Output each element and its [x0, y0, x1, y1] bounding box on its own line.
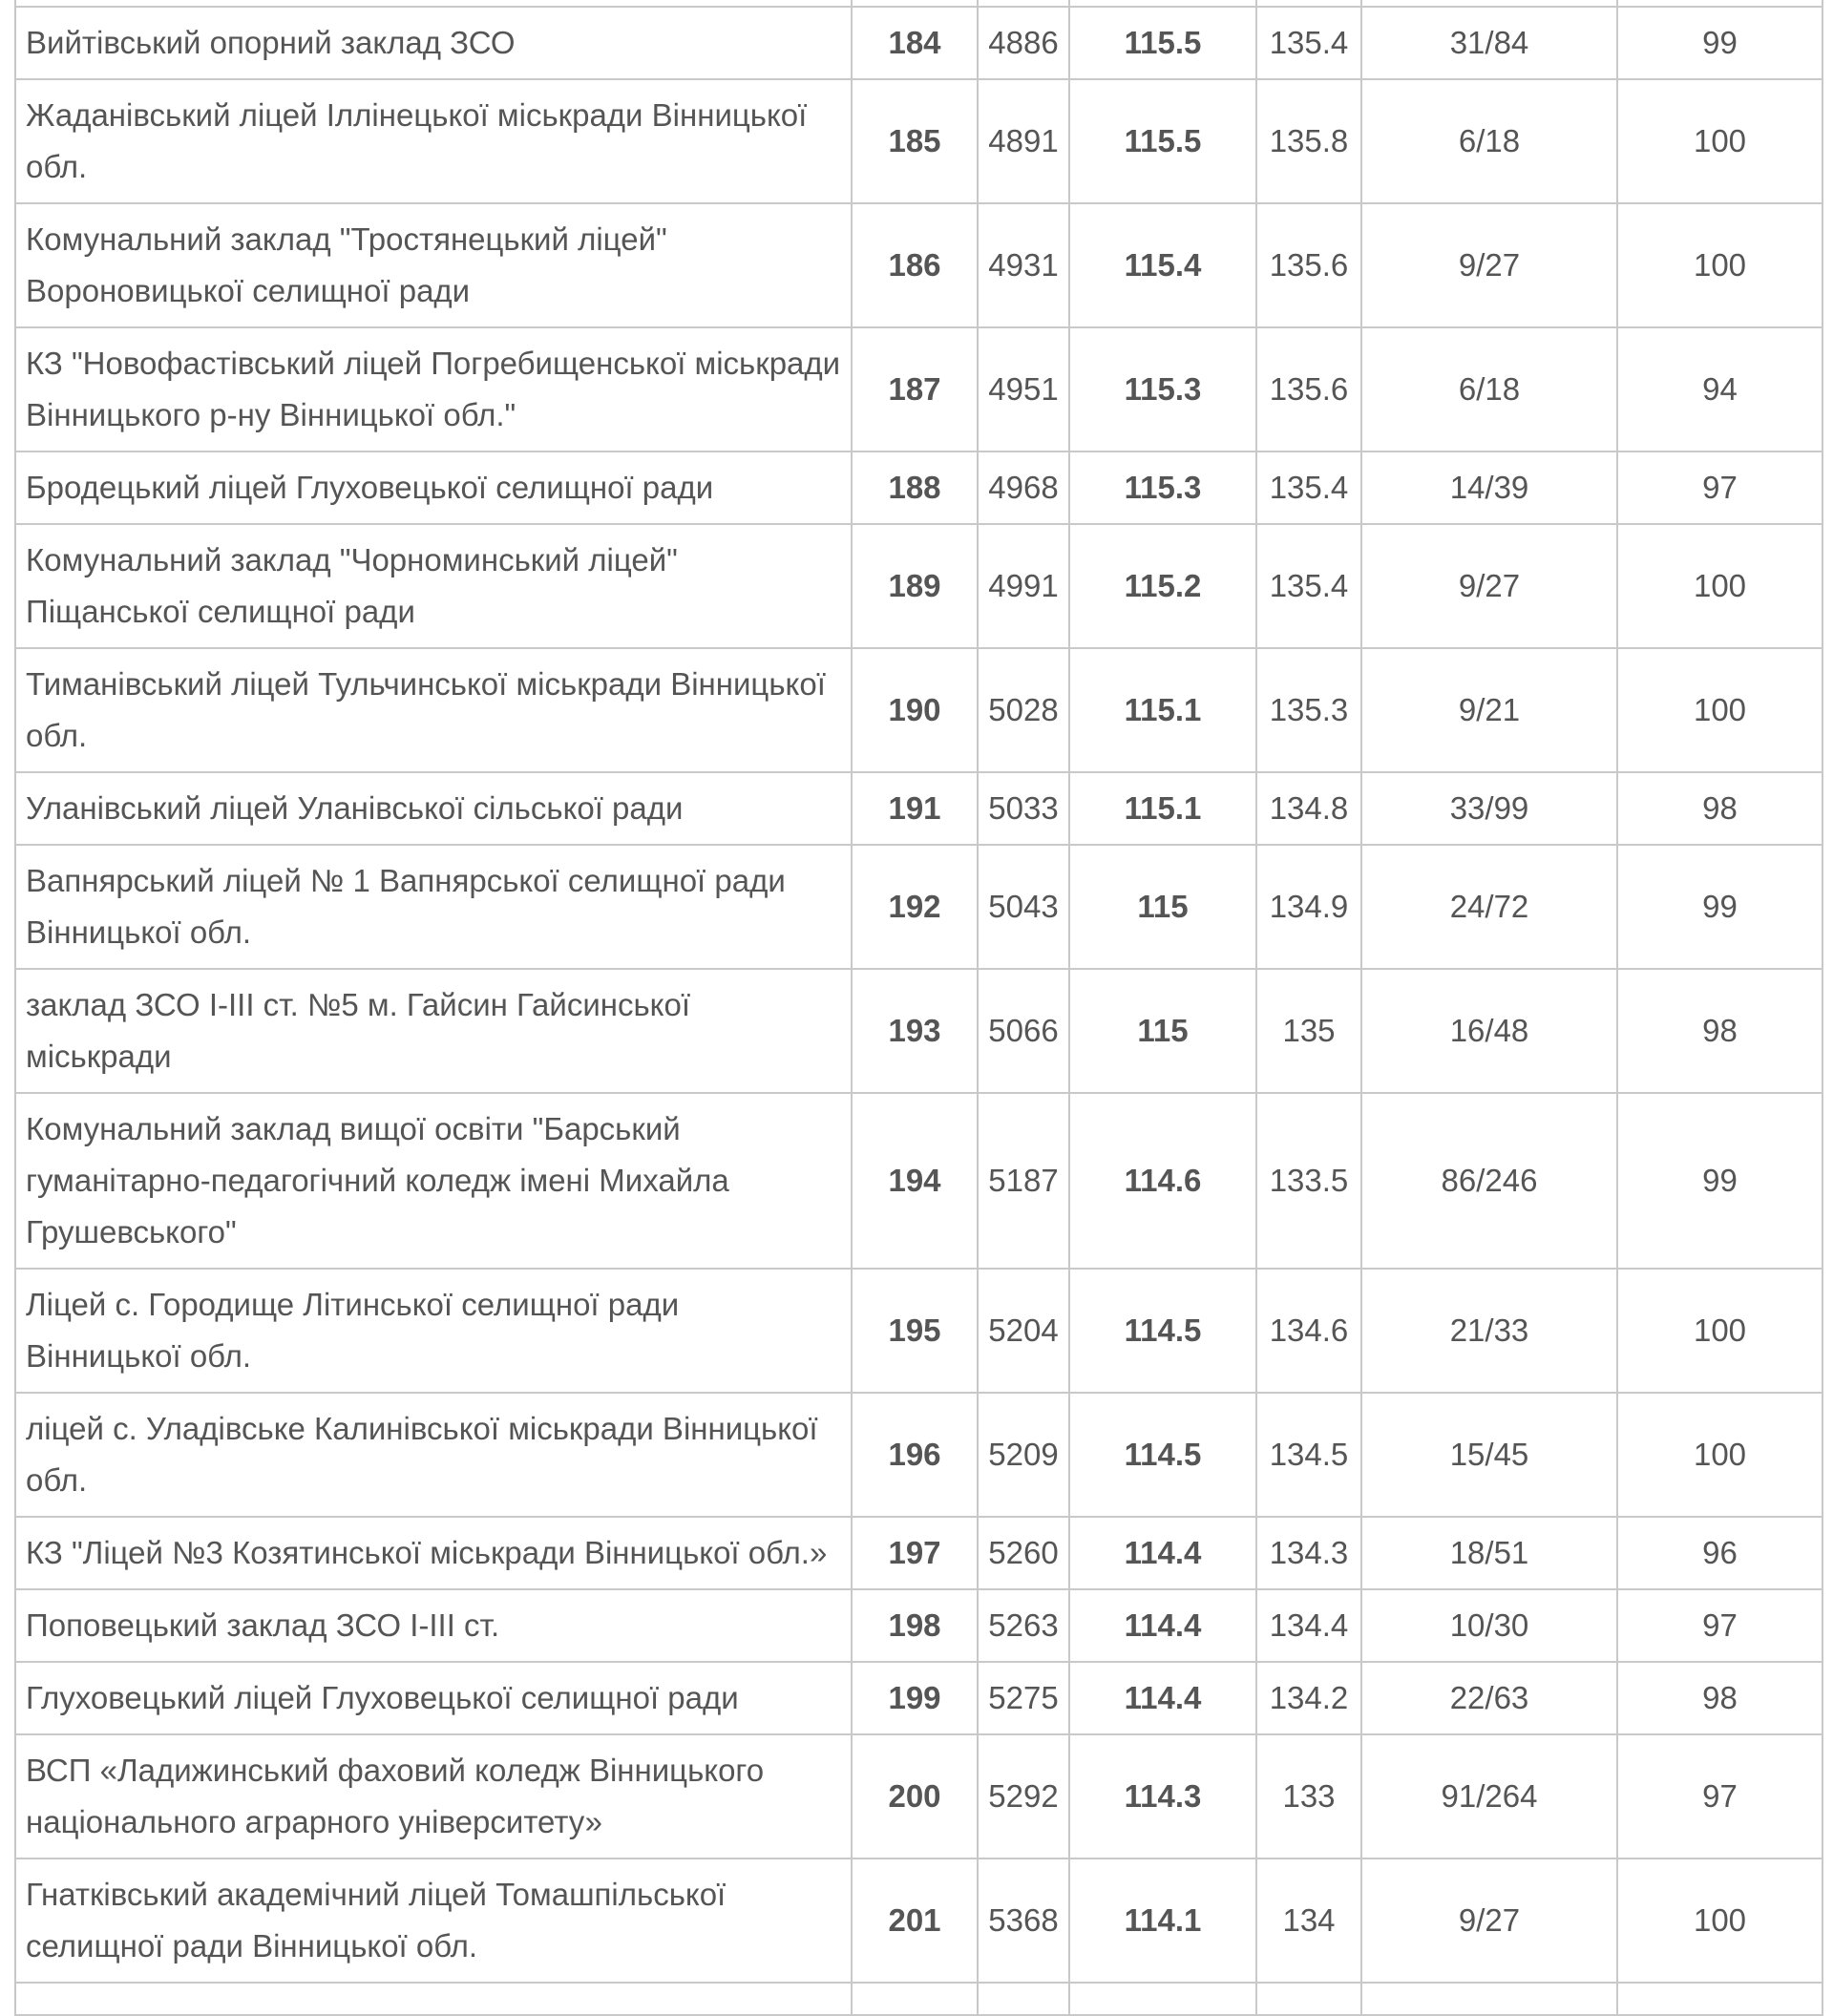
average-cell: 135.4 — [1256, 524, 1361, 648]
score-cell: 115.5 — [1069, 79, 1256, 203]
place-cell: 5187 — [978, 1093, 1069, 1269]
score-cell: 114.4 — [1069, 1517, 1256, 1589]
ratio-cell: 16/48 — [1361, 969, 1617, 1093]
score-cell: 115 — [1069, 969, 1256, 1093]
place-cell: 5033 — [978, 772, 1069, 845]
score-cell: 115.5 — [1069, 7, 1256, 79]
score-cell: 114.5 — [1069, 1269, 1256, 1393]
ratio-cell: 33/99 — [1361, 772, 1617, 845]
rank-cell: 198 — [852, 1589, 978, 1662]
table-row — [15, 1269, 1822, 1393]
table-row — [15, 845, 1822, 969]
score-cell: 115.4 — [1069, 203, 1256, 327]
rank-cell: 191 — [852, 772, 978, 845]
table-row — [15, 7, 1822, 79]
average-cell: 134.8 — [1256, 772, 1361, 845]
ratio-cell: 10/30 — [1361, 1589, 1617, 1662]
rank-cell: 199 — [852, 1662, 978, 1734]
average-cell: 134.5 — [1256, 1393, 1361, 1517]
place-cell: 5292 — [978, 1734, 1069, 1858]
ratio-cell: 31/84 — [1361, 7, 1617, 79]
ranking-table — [14, 0, 1823, 2016]
place-cell: 5028 — [978, 648, 1069, 772]
percent-cell: 100 — [1617, 1393, 1822, 1517]
percent-cell: 98 — [1617, 969, 1822, 1093]
table-row — [15, 524, 1822, 648]
ratio-cell: 86/246 — [1361, 1093, 1617, 1269]
ratio-cell: 9/27 — [1361, 203, 1617, 327]
table-row — [15, 79, 1822, 203]
rank-cell: 192 — [852, 845, 978, 969]
average-cell: 133 — [1256, 1734, 1361, 1858]
percent-cell: 96 — [1617, 1517, 1822, 1589]
place-cell: 4886 — [978, 7, 1069, 79]
school-name-cell: Комунальний заклад "Чорноминський ліцей" Піщанської селищної ради — [15, 524, 852, 648]
ratio-cell: 21/33 — [1361, 1269, 1617, 1393]
school-name-cell: Поповецький заклад ЗСО І-ІІІ ст. — [15, 1589, 852, 1662]
percent-cell: 99 — [1617, 1093, 1822, 1269]
ratio-cell: 15/45 — [1361, 1393, 1617, 1517]
school-name-cell: ліцей с. Уладівське Калинівської міськради Вінницької обл. — [15, 1393, 852, 1517]
table-row — [15, 1858, 1822, 1983]
table-row — [15, 1589, 1822, 1662]
school-name-cell: Комунальний заклад "Тростянецький ліцей" Вороновицької селищної ради — [15, 203, 852, 327]
ranking-table-wrapper — [14, 0, 1822, 2016]
percent-cell: 100 — [1617, 1269, 1822, 1393]
percent-cell: 98 — [1617, 772, 1822, 845]
ratio-cell: 9/21 — [1361, 648, 1617, 772]
percent-cell: 100 — [1617, 203, 1822, 327]
school-name-cell: Тиманівський ліцей Тульчинської міськради Вінницької обл. — [15, 648, 852, 772]
school-name-cell: Ліцей с. Городище Літинської селищної ради Вінницької обл. — [15, 1269, 852, 1393]
rank-cell: 190 — [852, 648, 978, 772]
school-name-cell: ВСП «Ладижинський фаховий коледж Вінницького національного аграрного університету» — [15, 1734, 852, 1858]
percent-cell: 97 — [1617, 1589, 1822, 1662]
score-cell: 115.3 — [1069, 327, 1256, 452]
average-cell: 134.9 — [1256, 845, 1361, 969]
score-cell: 115.1 — [1069, 648, 1256, 772]
table-row — [15, 1734, 1822, 1858]
place-cell: 5066 — [978, 969, 1069, 1093]
rank-cell: 187 — [852, 327, 978, 452]
ratio-cell: 24/72 — [1361, 845, 1617, 969]
ratio-cell: 18/51 — [1361, 1517, 1617, 1589]
rank-cell: 200 — [852, 1734, 978, 1858]
score-cell: 115.3 — [1069, 452, 1256, 524]
table-row — [15, 1393, 1822, 1517]
average-cell: 134 — [1256, 1858, 1361, 1983]
ratio-cell: 6/18 — [1361, 79, 1617, 203]
table-row-stub-top — [15, 0, 1822, 7]
school-name-cell: Вапнярський ліцей № 1 Вапнярської селищної ради Вінницької обл. — [15, 845, 852, 969]
place-cell: 5204 — [978, 1269, 1069, 1393]
average-cell: 135.6 — [1256, 203, 1361, 327]
percent-cell: 100 — [1617, 1858, 1822, 1983]
school-name-cell: КЗ "Новофастівський ліцей Погребищенської міськради Вінницького р-ну Вінницької обл." — [15, 327, 852, 452]
average-cell: 134.4 — [1256, 1589, 1361, 1662]
rank-cell: 194 — [852, 1093, 978, 1269]
average-cell: 134.2 — [1256, 1662, 1361, 1734]
rank-cell: 196 — [852, 1393, 978, 1517]
rank-cell: 189 — [852, 524, 978, 648]
rank-cell: 195 — [852, 1269, 978, 1393]
score-cell: 114.4 — [1069, 1589, 1256, 1662]
place-cell: 5043 — [978, 845, 1069, 969]
school-name-cell: Глуховецький ліцей Глуховецької селищної ради — [15, 1662, 852, 1734]
school-name-cell: Комунальний заклад вищої освіти "Барський гуманітарно-педагогічний коледж імені Михайла Грушевського" — [15, 1093, 852, 1269]
average-cell: 135.6 — [1256, 327, 1361, 452]
place-cell: 5275 — [978, 1662, 1069, 1734]
table-row — [15, 772, 1822, 845]
ranking-table-body — [15, 0, 1822, 2015]
place-cell: 4968 — [978, 452, 1069, 524]
score-cell: 114.5 — [1069, 1393, 1256, 1517]
rank-cell: 186 — [852, 203, 978, 327]
table-row — [15, 327, 1822, 452]
place-cell: 4991 — [978, 524, 1069, 648]
table-row — [15, 1517, 1822, 1589]
ratio-cell: 91/264 — [1361, 1734, 1617, 1858]
school-name-cell: заклад ЗСО І-ІІІ ст. №5 м. Гайсин Гайсинської міськради — [15, 969, 852, 1093]
ratio-cell: 9/27 — [1361, 524, 1617, 648]
rank-cell: 201 — [852, 1858, 978, 1983]
table-row — [15, 648, 1822, 772]
table-row-stub-bottom — [15, 1983, 1822, 2015]
average-cell: 134.6 — [1256, 1269, 1361, 1393]
school-name-cell: Вийтівський опорний заклад ЗСО — [15, 7, 852, 79]
score-cell: 114.6 — [1069, 1093, 1256, 1269]
score-cell: 115.1 — [1069, 772, 1256, 845]
rank-cell: 184 — [852, 7, 978, 79]
place-cell: 4891 — [978, 79, 1069, 203]
average-cell: 135.8 — [1256, 79, 1361, 203]
average-cell: 135.3 — [1256, 648, 1361, 772]
rank-cell: 185 — [852, 79, 978, 203]
rank-cell: 193 — [852, 969, 978, 1093]
average-cell: 135.4 — [1256, 452, 1361, 524]
percent-cell: 100 — [1617, 79, 1822, 203]
place-cell: 5260 — [978, 1517, 1069, 1589]
percent-cell: 94 — [1617, 327, 1822, 452]
table-row — [15, 203, 1822, 327]
ratio-cell: 6/18 — [1361, 327, 1617, 452]
average-cell: 133.5 — [1256, 1093, 1361, 1269]
school-name-cell: Жаданівський ліцей Іллінецької міськради Вінницької обл. — [15, 79, 852, 203]
average-cell: 135.4 — [1256, 7, 1361, 79]
score-cell: 114.1 — [1069, 1858, 1256, 1983]
percent-cell: 97 — [1617, 452, 1822, 524]
average-cell: 134.3 — [1256, 1517, 1361, 1589]
table-row — [15, 1662, 1822, 1734]
school-name-cell: КЗ "Ліцей №3 Козятинської міськради Вінницької обл.» — [15, 1517, 852, 1589]
rank-cell: 188 — [852, 452, 978, 524]
table-row — [15, 969, 1822, 1093]
place-cell: 4951 — [978, 327, 1069, 452]
percent-cell: 99 — [1617, 845, 1822, 969]
score-cell: 115 — [1069, 845, 1256, 969]
school-name-cell: Уланівський ліцей Уланівської сільської ради — [15, 772, 852, 845]
ratio-cell: 22/63 — [1361, 1662, 1617, 1734]
percent-cell: 97 — [1617, 1734, 1822, 1858]
school-name-cell: Бродецький ліцей Глуховецької селищної ради — [15, 452, 852, 524]
percent-cell: 100 — [1617, 648, 1822, 772]
ratio-cell: 14/39 — [1361, 452, 1617, 524]
place-cell: 5209 — [978, 1393, 1069, 1517]
school-name-cell: Гнатківський академічний ліцей Томашпільської селищної ради Вінницької обл. — [15, 1858, 852, 1983]
percent-cell: 98 — [1617, 1662, 1822, 1734]
place-cell: 4931 — [978, 203, 1069, 327]
place-cell: 5263 — [978, 1589, 1069, 1662]
percent-cell: 100 — [1617, 524, 1822, 648]
rank-cell: 197 — [852, 1517, 978, 1589]
average-cell: 135 — [1256, 969, 1361, 1093]
table-row — [15, 1093, 1822, 1269]
table-row — [15, 452, 1822, 524]
place-cell: 5368 — [978, 1858, 1069, 1983]
ratio-cell: 9/27 — [1361, 1858, 1617, 1983]
score-cell: 115.2 — [1069, 524, 1256, 648]
score-cell: 114.4 — [1069, 1662, 1256, 1734]
score-cell: 114.3 — [1069, 1734, 1256, 1858]
percent-cell: 99 — [1617, 7, 1822, 79]
